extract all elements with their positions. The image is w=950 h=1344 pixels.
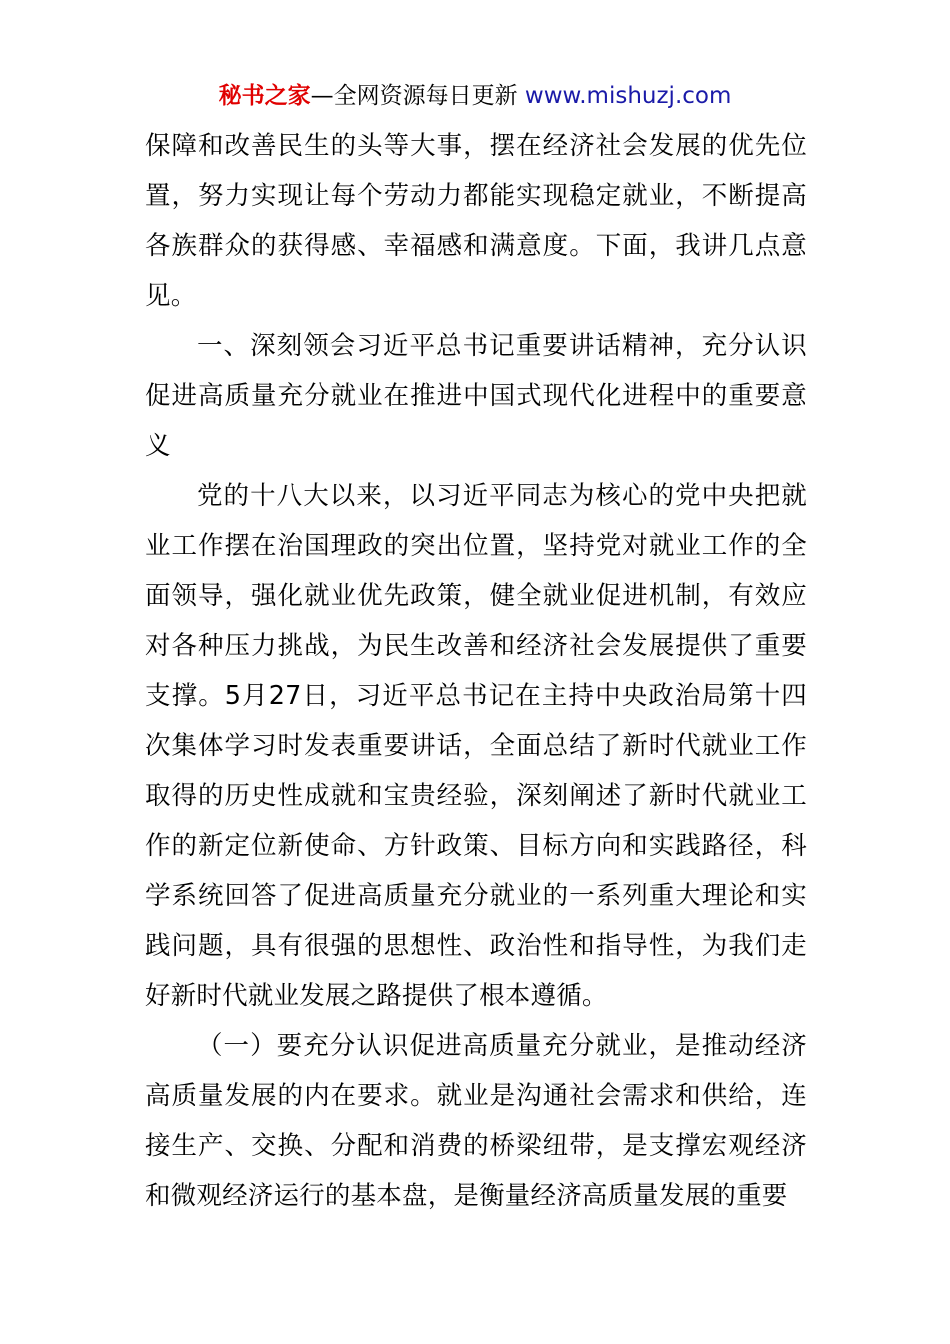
site-url[interactable]: www.mishuzj.com (524, 83, 732, 109)
paragraph: （一）要充分认识促进高质量充分就业，是推动经济高质量发展的内在要求。就业是沟通社会需求和供给，连接生产、交换、分配和消费的桥梁纽带，是支撑宏观经济和微观经济运行的基本盘，是衡量经济高质量发展的重要 (145, 1031, 807, 1211)
paragraph-continued: 保障和改善民生的头等大事，摆在经济社会发展的优先位置，努力实现让每个劳动力都能实现稳定就业，不断提高各族群众的获得感、幸福感和满意度。下面，我讲几点意见。 (145, 131, 807, 311)
header-tagline: —全网资源每日更新 (310, 83, 525, 109)
site-header (0, 78, 950, 114)
document-body (145, 121, 807, 1221)
brand-name: 秘书之家 (218, 83, 311, 109)
paragraph: 党的十八大以来，以习近平同志为核心的党中央把就业工作摆在治国理政的突出位置，坚持党对就业工作的全面领导，强化就业优先政策，健全就业促进机制，有效应对各种压力挑战，为民生改善和经济社会发展提供了重要支撑。5月27日，习近平总书记在主持中央政治局第十四次集体学习时发表重要讲话，全面总结了新时代就业工作取得的历史性成就和宝贵经验，深刻阐述了新时代就业工作的新定位新使命、方针政策、目标方向和实践路径，科学系统回答了促进高质量充分就业的一系列重大理论和实践问题，具有很强的思想性、政治性和指导性，为我们走好新时代就业发展之路提供了根本遵循。 (145, 481, 807, 1011)
section-heading: 一、深刻领会习近平总书记重要讲话精神，充分认识促进高质量充分就业在推进中国式现代化进程中的重要意义 (145, 331, 807, 461)
